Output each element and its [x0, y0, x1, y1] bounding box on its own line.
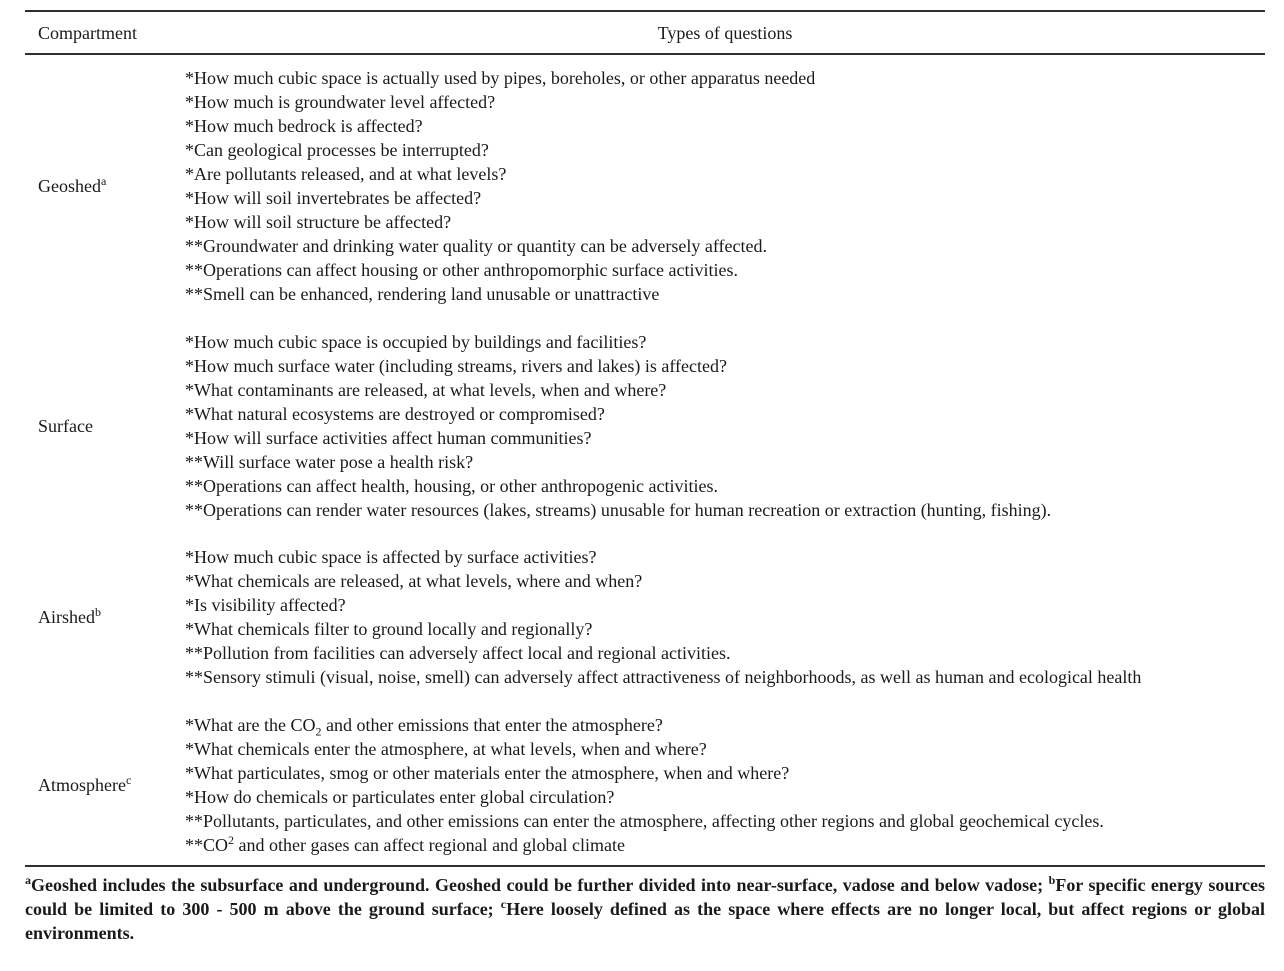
table-body [25, 55, 1265, 867]
question-item: **Smell can be enhanced, rendering land unusable or unattractive [185, 284, 660, 304]
question-item: $**CO^2$ and other gases can affect regional and global climate [185, 832, 626, 855]
column-header-types-of-questions: Types of questions [657, 22, 793, 43]
question-item: *How much cubic space is occupied by buildings and facilities? [185, 331, 647, 352]
compartment-label-text: Geoshed [38, 176, 101, 196]
compartment-label-text: Surface [38, 415, 93, 436]
compartment-cell-airshed [25, 545, 185, 689]
question-item: **Sensory stimuli (visual, noise, smell) can adversely affect attractiveness of neighborhoods, as well as human and ecological health [185, 667, 1142, 687]
table-row-atmosphere [25, 713, 1265, 857]
compartment-label [38, 773, 131, 797]
question-item: **Operations can render water resources (lakes, streams) unusable for human recreation or extraction (hunting, fishing). [185, 499, 1052, 520]
questions-cell-surface [185, 330, 1265, 522]
column-header-compartment: Compartment [38, 22, 137, 43]
question-item: *What chemicals filter to ground locally and regionally? [185, 619, 593, 639]
compartment-label [38, 605, 101, 629]
question-item: *How will soil invertebrates be affected? [185, 188, 482, 208]
question-item: **Pollutants, particulates, and other emissions can enter the atmosphere, affecting other regions and global geochemical cycles. [185, 810, 1104, 831]
question-item: *What particulates, smog or other materials enter the atmosphere, when and where? [185, 762, 790, 783]
question-item: *How much cubic space is actually used by pipes, boreholes, or other apparatus needed [185, 68, 816, 88]
question-item: *How much surface water (including streams, rivers and lakes) is affected? [185, 355, 727, 376]
question-item: **Groundwater and drinking water quality or quantity can be adversely affected. [185, 236, 767, 256]
compartment-cell-atmosphere [25, 713, 185, 857]
table-row-surface [25, 330, 1265, 522]
compartment-superscript: b [95, 605, 101, 619]
question-item: *What chemicals are released, at what levels, where and when? [185, 571, 643, 591]
question-item: *Can geological processes be interrupted? [185, 140, 489, 160]
question-item: *What chemicals enter the atmosphere, at what levels, when and where? [185, 738, 707, 759]
question-item: *How much is groundwater level affected? [185, 92, 496, 112]
compartment-label-text: Atmosphere [38, 774, 126, 795]
question-item: **Operations can affect housing or other anthropomorphic surface activities. [185, 260, 738, 280]
compartment-label [38, 414, 93, 438]
question-item: *What contaminants are released, at what levels, when and where? [185, 379, 667, 400]
question-item: *What natural ecosystems are destroyed or compromised? [185, 403, 605, 424]
compartment-cell-geoshed [25, 66, 185, 306]
compartments-table [25, 10, 1265, 867]
question-item: **Will surface water pose a health risk? [185, 451, 474, 472]
question-item: *How will surface activities affect human communities? [185, 427, 592, 448]
question-item: *What are the $CO_2$ and other emissions that enter the atmosphere? [185, 714, 663, 739]
table-row-geoshed [25, 66, 1265, 306]
compartment-label [38, 174, 106, 198]
questions-cell-airshed [185, 545, 1265, 689]
question-item: *Is visibility affected? [185, 595, 346, 615]
table-row-airshed [25, 545, 1265, 689]
table-footnote: $^a$Geoshed includes the subsurface and underground. Geoshed could be further divided into near-surface, vadose and below vadose; $^b$For specific energy sources could be limited to 300 - 500 m above the ground surface; $^c$Here loosely defined as the space where effects are no longer local, but affect regions or global environments. [25, 872, 1265, 943]
question-item: *How will soil structure be affected? [185, 212, 452, 232]
question-item: *Are pollutants released, and at what levels? [185, 164, 507, 184]
question-item: *How do chemicals or particulates enter global circulation? [185, 786, 615, 807]
question-item: **Pollution from facilities can adversely affect local and regional activities. [185, 643, 731, 663]
question-item: **Operations can affect health, housing, or other anthropogenic activities. [185, 475, 718, 496]
compartment-label-text: Airshed [38, 607, 95, 627]
question-item: *How much cubic space is affected by surface activities? [185, 547, 597, 567]
questions-cell-geoshed [185, 66, 1265, 306]
table-header-row [25, 10, 1265, 55]
compartment-cell-surface [25, 330, 185, 522]
compartment-superscript: c [125, 772, 132, 787]
compartment-superscript: a [100, 174, 107, 188]
question-item: *How much bedrock is affected? [185, 116, 423, 136]
questions-cell-atmosphere [185, 713, 1265, 857]
